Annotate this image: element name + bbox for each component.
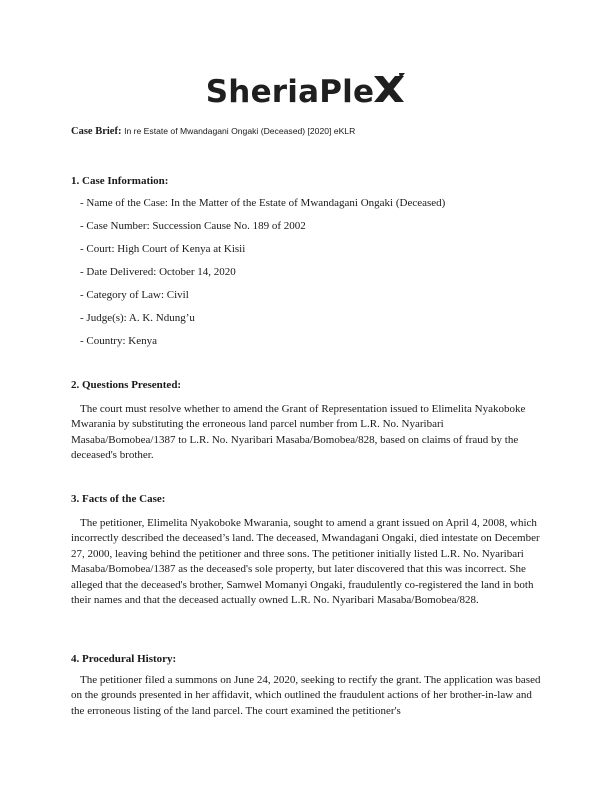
case-information-list (80, 196, 445, 357)
list-item: - Name of the Case: In the Matter of the Estate of Mwandagani Ongaki (Deceased) (80, 197, 446, 209)
case-brief-title (71, 126, 355, 137)
list-item: - Judge(s): A. K. Ndung’u (80, 312, 195, 324)
section-heading-procedural-history: 4. Procedural History: (71, 653, 177, 665)
section-heading-questions-presented: 2. Questions Presented: (71, 379, 182, 391)
questions-presented-paragraph: The court must resolve whether to amend the Grant of Representation issued to Elimelita Nyakoboke Mwarania by substituting the erroneous land parcel number from L.R. No. Nyaribari Masaba/Bomobea/1387 to L.R. No. Nyaribari Masaba/Bomobea/828, based on claims of fraud by the deceased's brother. (71, 403, 526, 462)
section-heading-case-information: 1. Case Information: (71, 175, 169, 187)
list-item: - Case Number: Succession Cause No. 189 of 2002 (80, 220, 306, 232)
procedural-history-paragraph: The petitioner filed a summons on June 24, 2020, seeking to rectify the grant. The application was based on the grounds presented in her affidavit, which outlined the fraudulent actions of her brother-in-law and the erroneous listing of the land parcel. The court examined the petitioner's (71, 674, 541, 717)
sheriaplex-logo (0, 72, 612, 120)
logo-wordmark: SheriaPle (205, 73, 375, 110)
list-item: - Category of Law: Civil (80, 289, 189, 301)
case-brief-label: Case Brief: (71, 126, 122, 137)
facts-paragraph: The petitioner, Elimelita Nyakoboke Mwarania, sought to amend a grant issued on April 4, 2008, which incorrectly described the deceased’s land. The deceased, Mwandagani Ongaki, died intestate on December 27, 2000, leaving behind the petitioner and three sons. The petitioner initially listed L.R. No. Nyaribari Masaba/Bomobea/1387 as the deceased's sole property, but later discovered that this was incorrect. She alleged that the deceased's brother, Samwel Momanyi Ongaki, fraudulently co-registered the land in both their names and that the deceased actually owned L.R. No. Nyaribari Masaba/Bomobea/828. (71, 517, 540, 607)
logo-x-mark-icon (372, 72, 406, 111)
list-item: - Country: Kenya (80, 335, 157, 347)
list-item: - Court: High Court of Kenya at Kisii (80, 243, 246, 255)
list-item: - Date Delivered: October 14, 2020 (80, 266, 236, 278)
section-heading-facts: 3. Facts of the Case: (71, 493, 166, 505)
case-brief-citation: In re Estate of Mwandagani Ongaki (Deceased) [2020] eKLR (124, 126, 356, 136)
